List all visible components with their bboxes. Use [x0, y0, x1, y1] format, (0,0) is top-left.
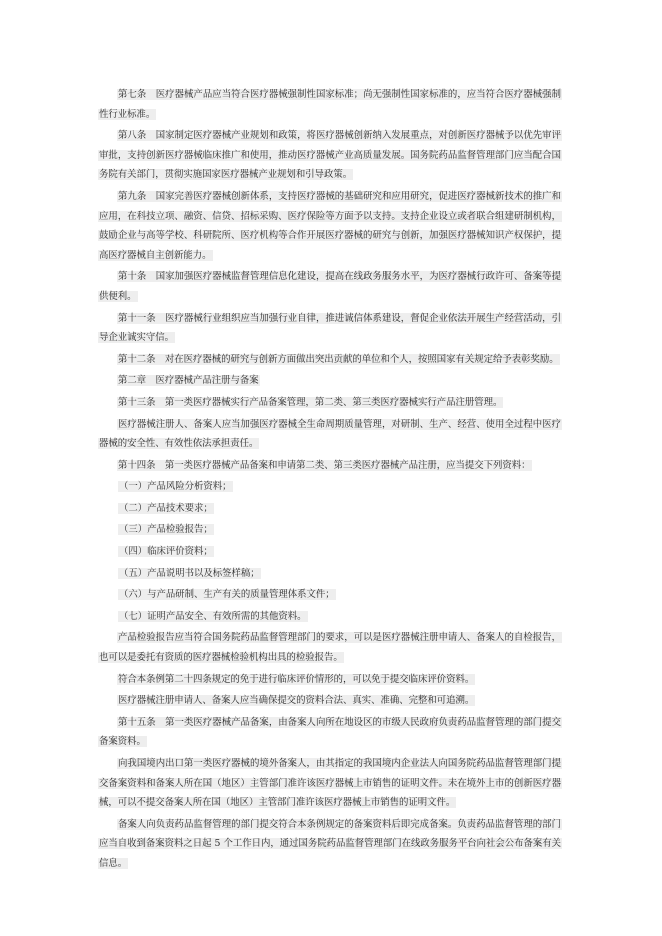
list-item-text: （一）产品风险分析资料；: [119, 481, 232, 493]
article-13: [98, 393, 562, 413]
list-item: [98, 542, 562, 562]
list-item-text: （六）与产品研制、生产有关的质量管理体系文件；: [119, 589, 335, 601]
list-item: [98, 499, 562, 519]
list-item: [98, 520, 562, 540]
article-14-para-3-text: 符合本条例第二十四条规定的免于进行临床评价情形的，可以免于提交临床评价资料。: [118, 673, 475, 685]
list-item-text: （五）产品说明书以及标签样稿；: [119, 567, 260, 579]
article-13-para-2: [98, 415, 562, 454]
article-10-text: 第十条 国家加强医疗器械监督管理信息化建设，提高在线政务服务水平，为医疗器械行政许可、备案等提供便利。: [99, 271, 561, 302]
chapter-2-heading-text: 第二章 医疗器械产品注册与备案: [118, 375, 259, 387]
article-14-para-4: [98, 691, 562, 711]
article-15: [98, 713, 562, 752]
list-item: [98, 564, 562, 584]
article-14-para-2: [98, 628, 562, 667]
article-7: [98, 85, 562, 124]
article-15-para-3-text: 备案人向负责药品监督管理的部门提交符合本条例规定的备案资料后即完成备案。负责药品监督管理的部门应当自收到备案资料之日起 5 个工作日内，通过国务院药品监督管理部门在线政务服务平台向社会公布备案有关信息。: [99, 818, 561, 869]
list-item: [98, 585, 562, 605]
article-14-para-4-text: 医疗器械注册申请人、备案人应当确保提交的资料合法、真实、准确、完整和可追溯。: [118, 695, 475, 707]
article-15-para-3: [98, 815, 562, 874]
article-14: [98, 456, 562, 476]
article-10: [98, 267, 562, 306]
article-15-para-2-text: 向我国境内出口第一类医疗器械的境外备案人，由其指定的我国境内企业法人向国务院药品监督管理部门提交备案资料和备案人所在国（地区）主管部门准许该医疗器械上市销售的证明文件。未在境外上市的创新医疗器械，可以不提交备案人所在国（地区）主管部门准许该医疗器械上市销售的证明文件。: [99, 758, 561, 809]
list-item-text: （四）临床评价资料；: [119, 546, 213, 558]
list-item-text: （二）产品技术要求；: [119, 502, 213, 514]
article-15-para-2: [98, 754, 562, 813]
article-14-text: 第十四条 第一类医疗器械产品备案和申请第二类、第三类医疗器械产品注册，应当提交下列资料：: [118, 459, 531, 471]
article-13-para-2-text: 医疗器械注册人、备案人应当加强医疗器械全生命周期质量管理，对研制、生产、经营、使用全过程中医疗器械的安全性、有效性依法承担责任。: [99, 418, 561, 450]
list-item: [98, 477, 562, 497]
article-14-para-3: [98, 670, 562, 690]
article-11: [98, 309, 562, 348]
article-9: [98, 187, 562, 265]
article-12: [98, 350, 562, 370]
list-item: [98, 607, 562, 627]
article-11-text: 第十一条 医疗器械行业组织应当加强行业自律，推进诚信体系建设，督促企业依法开展生产经营活动，引导企业诚实守信。: [99, 312, 561, 344]
article-7-text: 第七条 医疗器械产品应当符合医疗器械强制性国家标准；尚无强制性国家标准的，应当符合医疗器械强制性行业标准。: [99, 89, 561, 120]
list-item-text: （七）证明产品安全、有效所需的其他资料。: [119, 610, 307, 622]
article-15-text: 第十五条 第一类医疗器械产品备案，由备案人向所在地设区的市级人民政府负责药品监督管理的部门提交备案资料。: [99, 716, 561, 748]
chapter-2-heading: [98, 371, 562, 391]
article-8: [98, 126, 562, 185]
list-item-text: （三）产品检验报告；: [119, 524, 213, 536]
article-14-para-2-text: 产品检验报告应当符合国务院药品监督管理部门的要求，可以是医疗器械注册申请人、备案人的自检报告，也可以是委托有资质的医疗器械检验机构出具的检验报告。: [99, 632, 561, 664]
article-9-text: 第九条 国家完善医疗器械创新体系，支持医疗器械的基础研究和应用研究，促进医疗器械新技术的推广和应用，在科技立项、融资、信贷、招标采购、医疗保险等方面予以支持。支持企业设立或者联合组建研制机构，鼓励企业与高等学校、科研院所、医疗机构等合作开展医疗器械的研究与创新，加强医疗器械知识产权保护，提高医疗器械自主创新能力。: [99, 190, 561, 261]
article-8-text: 第八条 国家制定医疗器械产业规划和政策，将医疗器械创新纳入发展重点，对创新医疗器械予以优先审评审批，支持创新医疗器械临床推广和使用，推动医疗器械产业高质量发展。国务院药品监督管理部门应当配合国务院有关部门，贯彻实施国家医疗器械产业规划和引导政策。: [99, 130, 561, 181]
article-13-text: 第十三条 第一类医疗器械实行产品备案管理，第二类、第三类医疗器械实行产品注册管理。: [118, 396, 503, 408]
article-12-text: 第十二条 对在医疗器械的研究与创新方面做出突出贡献的单位和个人，按照国家有关规定给予表彰奖励。: [118, 353, 559, 365]
